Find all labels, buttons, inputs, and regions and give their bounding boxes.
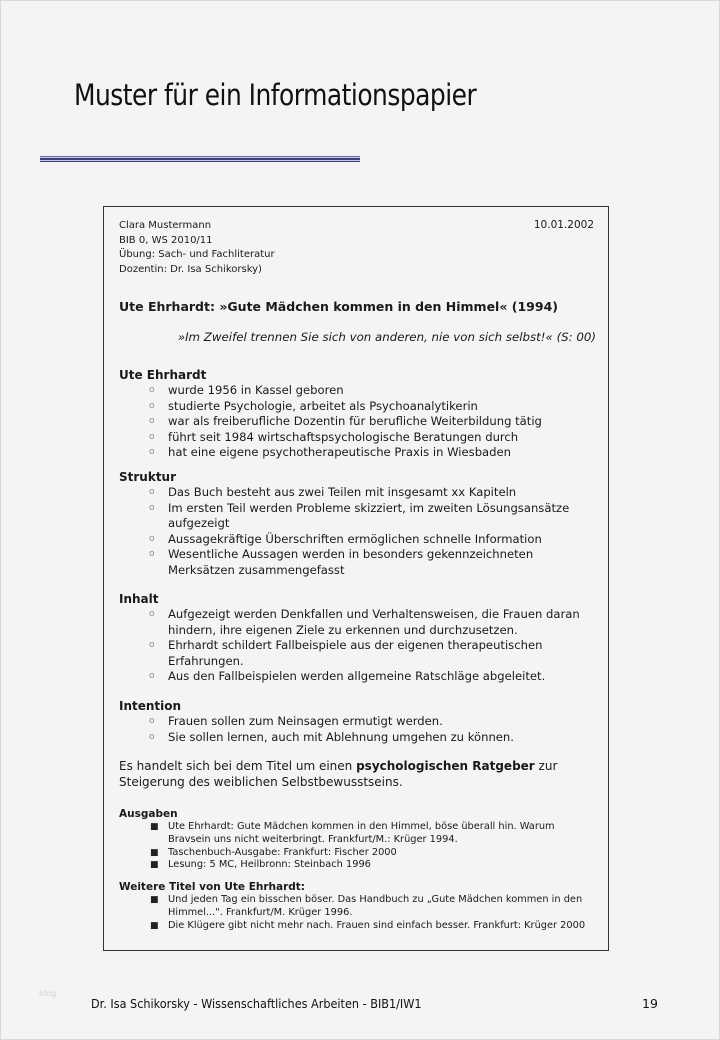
circle-bullet-icon: o bbox=[149, 385, 155, 395]
book-title: Ute Ehrhardt: »Gute Mädchen kommen in den Himmel« (1994) bbox=[119, 299, 558, 314]
author-header bbox=[119, 219, 275, 277]
summary-emphasis: psychologischen Ratgeber bbox=[356, 759, 535, 773]
section-heading: Ausgaben bbox=[119, 808, 178, 820]
bullet-list bbox=[119, 485, 598, 578]
section-structure bbox=[119, 469, 598, 578]
circle-bullet-icon: o bbox=[149, 533, 155, 544]
circle-bullet-icon: o bbox=[149, 400, 155, 411]
section-author bbox=[119, 367, 598, 461]
list-item: o Frauen sollen zum Neinsagen ermutigt werden. bbox=[149, 714, 443, 728]
section-heading: Struktur bbox=[119, 470, 177, 484]
circle-bullet-icon: o bbox=[149, 549, 155, 559]
list-item: o Wesentliche Aussagen werden in besonders gekennzeichneten Merksätzen zusammengefasst bbox=[149, 547, 534, 577]
circle-bullet-icon: o bbox=[149, 609, 155, 619]
watermark: blog bbox=[39, 989, 57, 998]
bullet-list bbox=[119, 894, 598, 932]
circle-bullet-icon: o bbox=[149, 671, 155, 681]
rule-line bbox=[40, 161, 360, 162]
course-term: BIB 0, WS 2010/11 bbox=[119, 234, 213, 246]
list-item: o führt seit 1984 wirtschaftspsychologische Beratungen durch bbox=[149, 429, 519, 444]
square-bullet-icon: ■ bbox=[150, 822, 159, 832]
list-item: o Aussagekräftige Überschriften ermöglichen schnelle Information bbox=[149, 531, 542, 546]
document-date: 10.01.2002 bbox=[533, 219, 594, 231]
circle-bullet-icon: o bbox=[149, 447, 155, 457]
title-underline-rule bbox=[40, 156, 360, 164]
list-item: o Aufgezeigt werden Denkfallen und Verhaltensweisen, die Frauen daran hindern, ihre eigenen Ziele zu erkennen und durchzusetzen. bbox=[149, 607, 580, 637]
circle-bullet-icon: o bbox=[149, 416, 155, 426]
list-item: o war als freiberufliche Dozentin für berufliche Weiterbildung tätig bbox=[149, 414, 542, 428]
circle-bullet-icon: o bbox=[149, 502, 155, 513]
bullet-list bbox=[119, 714, 598, 745]
bullet-list bbox=[119, 821, 598, 872]
summary-paragraph: Es handelt sich bei dem Titel um einen psychologischen Ratgeber zur Steigerung des weiblichen Selbstbewusstseins. bbox=[119, 759, 558, 789]
list-item: o Aus den Fallbeispielen werden allgemeine Ratschläge abgeleitet. bbox=[149, 669, 546, 683]
slide-title: Muster für ein Informationspapier bbox=[74, 78, 477, 112]
list-item: ■ Ute Ehrhardt: Gute Mädchen kommen in den Himmel, böse überall hin. Warum Bravsein uns nicht weiterbringt. Frankfurt/M.: Krüger 1994. bbox=[150, 821, 555, 845]
list-item: ■ Und jeden Tag ein bisschen böser. Das Handbuch zu „Gute Mädchen kommen in den Himmel...". Frankfurt/M. Krüger 1996. bbox=[150, 894, 583, 918]
list-item: ■ Taschenbuch-Ausgabe: Frankfurt: Fischer 2000 bbox=[150, 846, 397, 858]
list-item: o Sie sollen lernen, auch mit Ablehnung umgehen zu können. bbox=[149, 729, 514, 744]
list-item: ■ Die Klügere gibt nicht mehr nach. Frauen sind einfach besser. Frankfurt: Krüger 2000 bbox=[150, 919, 586, 931]
section-heading: Intention bbox=[119, 699, 182, 713]
list-item: o hat eine eigene psychotherapeutische Praxis in Wiesbaden bbox=[149, 445, 512, 459]
circle-bullet-icon: o bbox=[149, 716, 155, 726]
list-item: o Das Buch besteht aus zwei Teilen mit insgesamt xx Kapiteln bbox=[149, 485, 517, 499]
info-paper-document bbox=[103, 206, 609, 951]
list-item: o studierte Psychologie, arbeitet als Psychoanalytikerin bbox=[149, 398, 478, 413]
section-heading: Inhalt bbox=[119, 592, 159, 606]
circle-bullet-icon: o bbox=[149, 640, 155, 650]
bullet-list bbox=[119, 607, 598, 685]
exercise-name: Übung: Sach- und Fachliteratur bbox=[119, 249, 275, 260]
list-item: o wurde 1956 in Kassel geboren bbox=[149, 383, 344, 397]
square-bullet-icon: ■ bbox=[150, 847, 159, 858]
section-heading: Weitere Titel von Ute Ehrhardt: bbox=[119, 881, 305, 893]
section-intention bbox=[119, 698, 598, 745]
bullet-list bbox=[119, 383, 598, 461]
list-item: o Ehrhardt schildert Fallbeispiele aus der eigenen therapeutischen Erfahrungen. bbox=[149, 638, 543, 668]
circle-bullet-icon: o bbox=[149, 487, 155, 497]
section-content bbox=[119, 591, 598, 685]
list-item: ■ Lesung: 5 MC, Heilbronn: Steinbach 1996 bbox=[150, 859, 371, 871]
section-heading: Ute Ehrhardt bbox=[119, 368, 207, 382]
section-more-titles bbox=[119, 880, 598, 932]
square-bullet-icon: ■ bbox=[150, 920, 159, 931]
square-bullet-icon: ■ bbox=[150, 895, 159, 905]
slide-footer: Dr. Isa Schikorsky - Wissenschaftliches Arbeiten - BIB1/IW1 bbox=[91, 996, 422, 1011]
list-item: o Im ersten Teil werden Probleme skizziert, im zweiten Lösungsansätze aufgezeigt bbox=[149, 500, 570, 530]
section-editions bbox=[119, 807, 598, 872]
book-quote: »Im Zweifel trennen Sie sich von anderen, nie von sich selbst!« (S: 00) bbox=[177, 330, 596, 344]
square-bullet-icon: ■ bbox=[150, 860, 159, 871]
circle-bullet-icon: o bbox=[149, 431, 155, 442]
page-number: 19 bbox=[642, 996, 658, 1011]
lecturer: Dozentin: Dr. Isa Schikorsky) bbox=[119, 263, 262, 275]
circle-bullet-icon: o bbox=[149, 731, 155, 742]
student-name: Clara Mustermann bbox=[119, 220, 212, 231]
